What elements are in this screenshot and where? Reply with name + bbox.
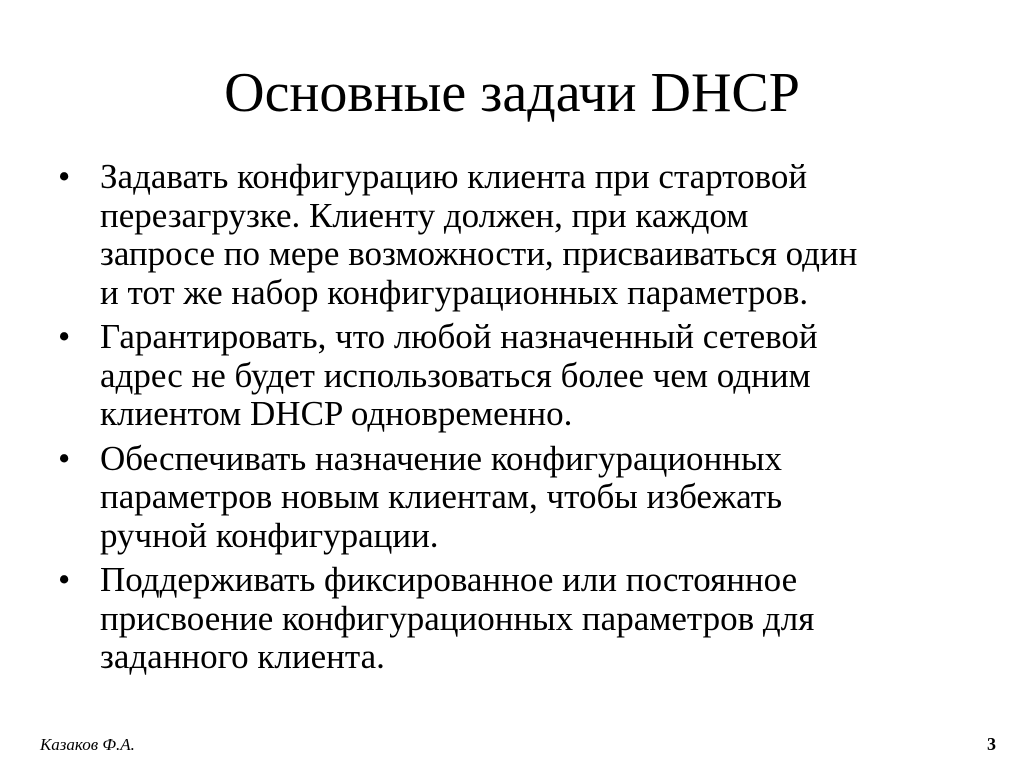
bullet-item xyxy=(58,318,988,434)
bullet-line: перезагрузке. Клиенту должен, при каждом xyxy=(100,195,749,235)
bullet-line: и тот же набор конфигурационных параметров. xyxy=(100,272,809,312)
bullet-line: запросе по мере возможности, присваиваться один xyxy=(100,234,858,273)
footer-author: Казаков Ф.А. xyxy=(40,735,135,754)
bullet-line: параметров новым клиентам, чтобы избежать xyxy=(100,477,783,516)
bullet-marker: • xyxy=(58,560,71,599)
bullet-line: Поддерживать фиксированное или постоянное xyxy=(100,560,798,599)
bullet-line: клиентом DHCP одновременно. xyxy=(100,394,573,433)
bullet-list xyxy=(58,158,988,683)
bullet-line: заданного клиента. xyxy=(100,637,385,676)
slide-title: Основные задачи DHCP xyxy=(224,62,800,124)
bullet-line: ручной конфигурации. xyxy=(100,515,439,555)
bullet-line: адрес не будет использоваться более чем одним xyxy=(100,355,811,395)
bullet-line: присвоение конфигурационных параметров для xyxy=(100,598,815,638)
bullet-marker: • xyxy=(58,157,71,196)
bullet-item xyxy=(58,158,988,312)
bullet-line: Обеспечивать назначение конфигурационных xyxy=(100,438,783,478)
bullet-marker: • xyxy=(58,438,71,478)
bullet-item xyxy=(58,440,988,556)
bullet-line: Задавать конфигурацию клиента при стартовой xyxy=(100,157,808,196)
bullet-line: Гарантировать, что любой назначенный сетевой xyxy=(100,317,818,356)
bullet-item xyxy=(58,561,988,677)
bullet-marker: • xyxy=(58,317,71,356)
page-number: 3 xyxy=(987,734,996,754)
